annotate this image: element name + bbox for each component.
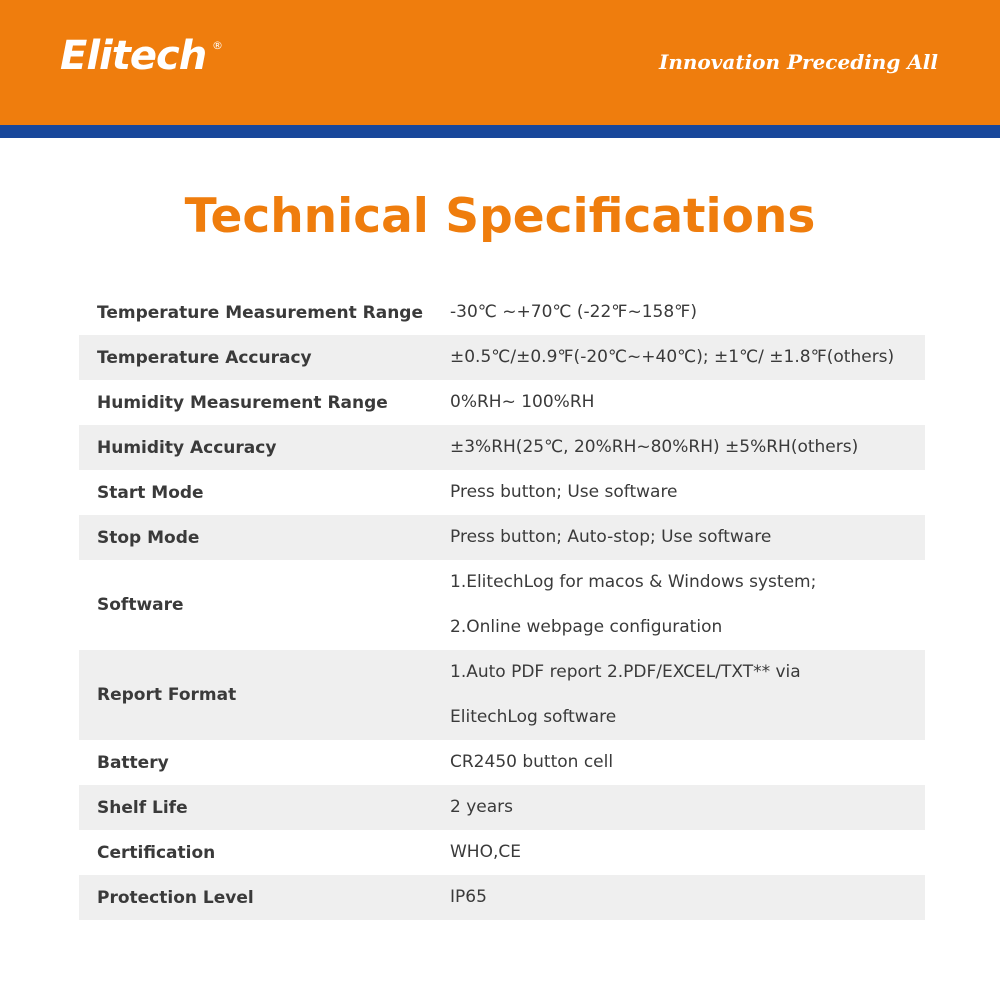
spec-label: Temperature Measurement Range — [97, 302, 424, 323]
spec-value-line: IP65 — [450, 887, 487, 907]
brand-slogan: Innovation Preceding All — [658, 50, 938, 74]
spec-value — [450, 515, 925, 560]
header-stripe — [0, 125, 1000, 138]
spec-label: Start Mode — [97, 482, 204, 503]
table-row — [79, 515, 925, 560]
table-row — [79, 380, 925, 425]
spec-table — [79, 290, 925, 920]
spec-value-line: WHO,CE — [450, 842, 521, 862]
header-bar — [0, 0, 1000, 125]
table-row — [79, 740, 925, 785]
spec-value-line: ±0.5℃/±0.9℉(-20℃~+40℃); ±1℃/ ±1.8℉(others) — [450, 347, 895, 367]
spec-value-line: 0%RH~ 100%RH — [450, 392, 595, 412]
spec-label: Temperature Accuracy — [97, 347, 312, 368]
brand-logo: Elitech — [60, 33, 207, 79]
table-row — [79, 470, 925, 515]
spec-value-line: 2 years — [450, 797, 514, 817]
spec-label: Report Format — [97, 685, 237, 705]
spec-label: Humidity Accuracy — [97, 437, 277, 458]
spec-value-line: Press button; Auto-stop; Use software — [450, 527, 772, 547]
spec-value-line: CR2450 button cell — [450, 752, 614, 772]
spec-value — [450, 650, 925, 740]
spec-label: Software — [97, 595, 184, 615]
spec-value — [450, 740, 925, 785]
spec-value-line: -30℃ ~+70℃ (-22℉~158℉) — [450, 302, 697, 322]
spec-value — [450, 830, 925, 875]
spec-label: Certification — [97, 842, 216, 863]
table-row — [79, 875, 925, 920]
spec-value — [450, 785, 925, 830]
page-title: Technical Specifications — [184, 189, 816, 244]
table-row — [79, 425, 925, 470]
table-row — [79, 650, 925, 740]
spec-value — [450, 560, 925, 650]
spec-value — [450, 290, 925, 335]
spec-value-line: 1.Auto PDF report 2.PDF/EXCEL/TXT** via — [450, 662, 801, 682]
spec-label: Battery — [97, 752, 169, 773]
spec-label: Protection Level — [97, 887, 254, 908]
spec-label: Humidity Measurement Range — [97, 392, 388, 413]
spec-value — [450, 335, 925, 380]
spec-value-line: 2.Online webpage configuration — [450, 617, 723, 637]
spec-label: Stop Mode — [97, 527, 200, 548]
spec-value-line: ±3%RH(25℃, 20%RH~80%RH) ±5%RH(others) — [450, 437, 859, 457]
spec-label: Shelf Life — [97, 797, 188, 818]
table-row — [79, 785, 925, 830]
spec-value — [450, 875, 925, 920]
table-row — [79, 830, 925, 875]
spec-value-line: ElitechLog software — [450, 707, 617, 727]
spec-value — [450, 380, 925, 425]
table-row — [79, 560, 925, 650]
spec-value — [450, 470, 925, 515]
registered-mark: ® — [212, 39, 223, 52]
spec-value — [450, 425, 925, 470]
table-row — [79, 290, 925, 335]
spec-value-line: Press button; Use software — [450, 482, 678, 502]
spec-value-line: 1.ElitechLog for macos & Windows system; — [450, 572, 817, 592]
table-row — [79, 335, 925, 380]
